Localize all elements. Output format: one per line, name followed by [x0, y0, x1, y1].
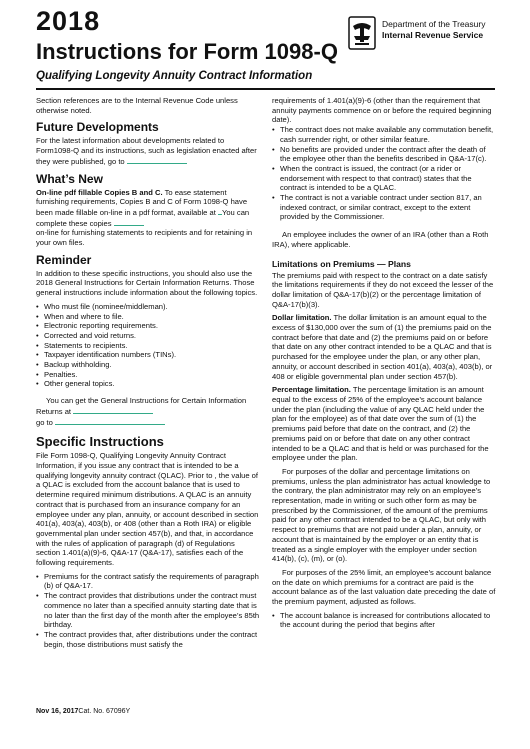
whats-new-heading: What’s New — [36, 171, 103, 186]
list-item: • Penalties. — [36, 370, 260, 380]
irs-eagle-logo-icon — [348, 16, 376, 50]
list-item: • Statements to recipients. — [36, 341, 260, 351]
list-item: • No benefits are provided under the contract after the death of the employee other than the benefits described in Q&A-17(c). — [272, 145, 496, 164]
agency-name — [382, 19, 485, 41]
list-item: • Electronic reporting requirements. — [36, 321, 260, 331]
list-item: • When and where to file. — [36, 312, 260, 322]
reminder-heading: Reminder — [36, 252, 92, 267]
list-item: • The contract provides that distributions under the contract must commence no later than a specified annuity starting date that is no later than the first day of the month after the employee’s 85th birthday. — [36, 591, 260, 630]
footer-cat: Cat. No. 67096Y — [78, 708, 131, 715]
twentyfive-percent-text: For purposes of the 25% limit, an employee’s account balance on the date on which premiums for a contract are paid is the account balance as of the last valuation date preceding the date of the premium payment, adjusted as follows. — [272, 567, 496, 607]
list-item: • The contract is not a variable contract under section 817, an indexed contract, or similar contract, except to the extent provided by the Commissioner. — [272, 193, 496, 222]
purposes-text: For purposes of the dollar and percentage limitations on premiums, unless the plan administrator has actual knowledge to the contrary, the plan administrator may rely on an employee’s representation, made in writing or such other form as may be prescribed by the Commissioner, of the amount of the premiums paid for any other contract intended to be a QLAC, but only with respect to premiums that are not paid under a plan, annuity, or account that is maintained by the employer or an entity that is treated as a single employer with the employer under section 414(b), (c), (m), or (o). — [272, 466, 491, 564]
continued-text: requirements of 1.401(a)(9)-6 (other than the requirement that annuity payments commence on or before the required beginning date). — [272, 96, 492, 125]
specific-requirements-list — [36, 572, 260, 650]
ira-note: An employee includes the owner of an IRA (other than a Roth IRA), where applicable. — [272, 230, 489, 249]
limitations-heading: Limitations on Premiums — Plans — [272, 258, 411, 269]
future-developments-text: For the latest information about developments related to Form1098-Q and its instructions, such as legislation enacted after they were published, go to — [36, 136, 257, 166]
reminder-text: In addition to these specific instructions, you should also use the 2018 General Instructions for Certain Information Returns. Those general instructions include information about the following topics. — [36, 268, 258, 298]
contract-requirements-list — [272, 125, 496, 222]
future-link[interactable] — [127, 156, 187, 164]
intro-text: Section references are to the Internal Revenue Code unless otherwise noted. — [36, 96, 238, 115]
list-item: • Corrected and void returns. — [36, 331, 260, 341]
list-item: • The account balance is increased for contributions allocated to the account during the period that begins after — [272, 611, 496, 630]
list-item: • Other general topics. — [36, 379, 260, 389]
list-item: • Premiums for the contract satisfy the requirements of paragraph (b) of Q&A-17. — [36, 572, 260, 591]
limitations-text: The premiums paid with respect to the contract on a date satisfy the limitations requirements if they do not exceed the lesser of the dollar limitation of Q&A-17(b)(2) or the percentage limitation of Q&A-17(b)(3). — [272, 270, 494, 309]
list-item: • Who must file (nominee/middleman). — [36, 302, 260, 312]
form-year: 2018 — [36, 6, 101, 36]
header-divider — [36, 88, 495, 90]
list-item: • Taxpayer identification numbers (TINs). — [36, 350, 260, 360]
general-instructions-link[interactable] — [73, 406, 153, 414]
reminder-list — [36, 302, 260, 389]
general-instructions-text: You can get the General Instructions for Certain Information Returns at go to — [36, 396, 247, 427]
whats-new-text: On-line pdf fillable Copies B and C. To ease statement furnishing requirements, Copies B and C of Form 1098-Q have been made fillable on-line in a pdf format, available at You can complete these copies on-line for furnishing statements to recipients and for retaining in your own files. — [36, 187, 253, 248]
specific-instructions-heading: Specific Instructions — [36, 434, 164, 450]
footer — [36, 708, 130, 715]
agency-line1: Department of the Treasury — [382, 19, 486, 29]
specific-instructions-text: File Form 1098-Q, Qualifying Longevity Annuity Contract Information, if you issue any contract that is intended to be a qualifying longevity annuity contract (QLAC). Prior to , the value of a QLAC is excluded from the account balance that is used to determine required minimum distributions. A QLAC is an annuity contract that is purchased from an insurance company for an employee under any plan, annuity, or account described in section 401(a), 403(a), 403(b), or 408 (other than a Roth IRA) or eligible governmental plan under section 457(b), and that, in accordance with the rules of application of paragraph (d) of Regulations section 1.401(a)(9)-6, Q&A-17 (Q&A-17), satisfies each of the following requirements. — [36, 451, 259, 568]
list-item: • The contract provides that, after distributions under the contract begin, those distributions must satisfy the — [36, 630, 260, 649]
account-balance-list — [272, 611, 496, 630]
right-column — [272, 96, 496, 634]
list-item: • Backup withholding. — [36, 360, 260, 370]
list-item: • The contract does not make available any commutation benefit, cash surrender right, or other similar feature. — [272, 125, 496, 144]
page-subtitle: Qualifying Longevity Annuity Contract Information — [36, 70, 313, 82]
page-title: Instructions for Form 1098-Q — [36, 39, 338, 64]
footer-date: Nov 16, 2017 — [36, 708, 79, 715]
left-column — [36, 96, 260, 653]
general-instructions-link-2[interactable] — [55, 417, 165, 425]
dollar-limitation-text: Dollar limitation. The dollar limitation is an amount equal to the excess of $130,000 over the sum of (1) the premiums paid on the contract before that date and (2) the premiums paid on or before that date on any other contract intended to be a QLAC and that is purchased for the employee under the plan, or any other plan, annuity, or account described in section 401(a), 403(a), 403(b), or 408 or eligible governmental plan under section 457(b). — [272, 313, 493, 381]
future-developments-heading: Future Developments — [36, 120, 159, 135]
agency-line2: Internal Revenue Service — [382, 30, 484, 40]
list-item: • When the contract is issued, the contract (or a rider or endorsement with respect to that contract) states that the contract is intended to be a QLAC. — [272, 164, 496, 193]
whats-new-link-underline[interactable] — [114, 218, 144, 226]
percentage-limitation-text: Percentage limitation. The percentage limitation is an amount equal to the excess of 25% of the employee’s account balance under the plan (including the value of any QLAC held under the plan for the employee) as of that date over the sum of (1) the premiums paid before that date on the contract, and (2) the premiums paid on or before that date on any other contract intended to be a QLAC and that is held or was purchased for the employee under the plan. — [272, 385, 489, 463]
